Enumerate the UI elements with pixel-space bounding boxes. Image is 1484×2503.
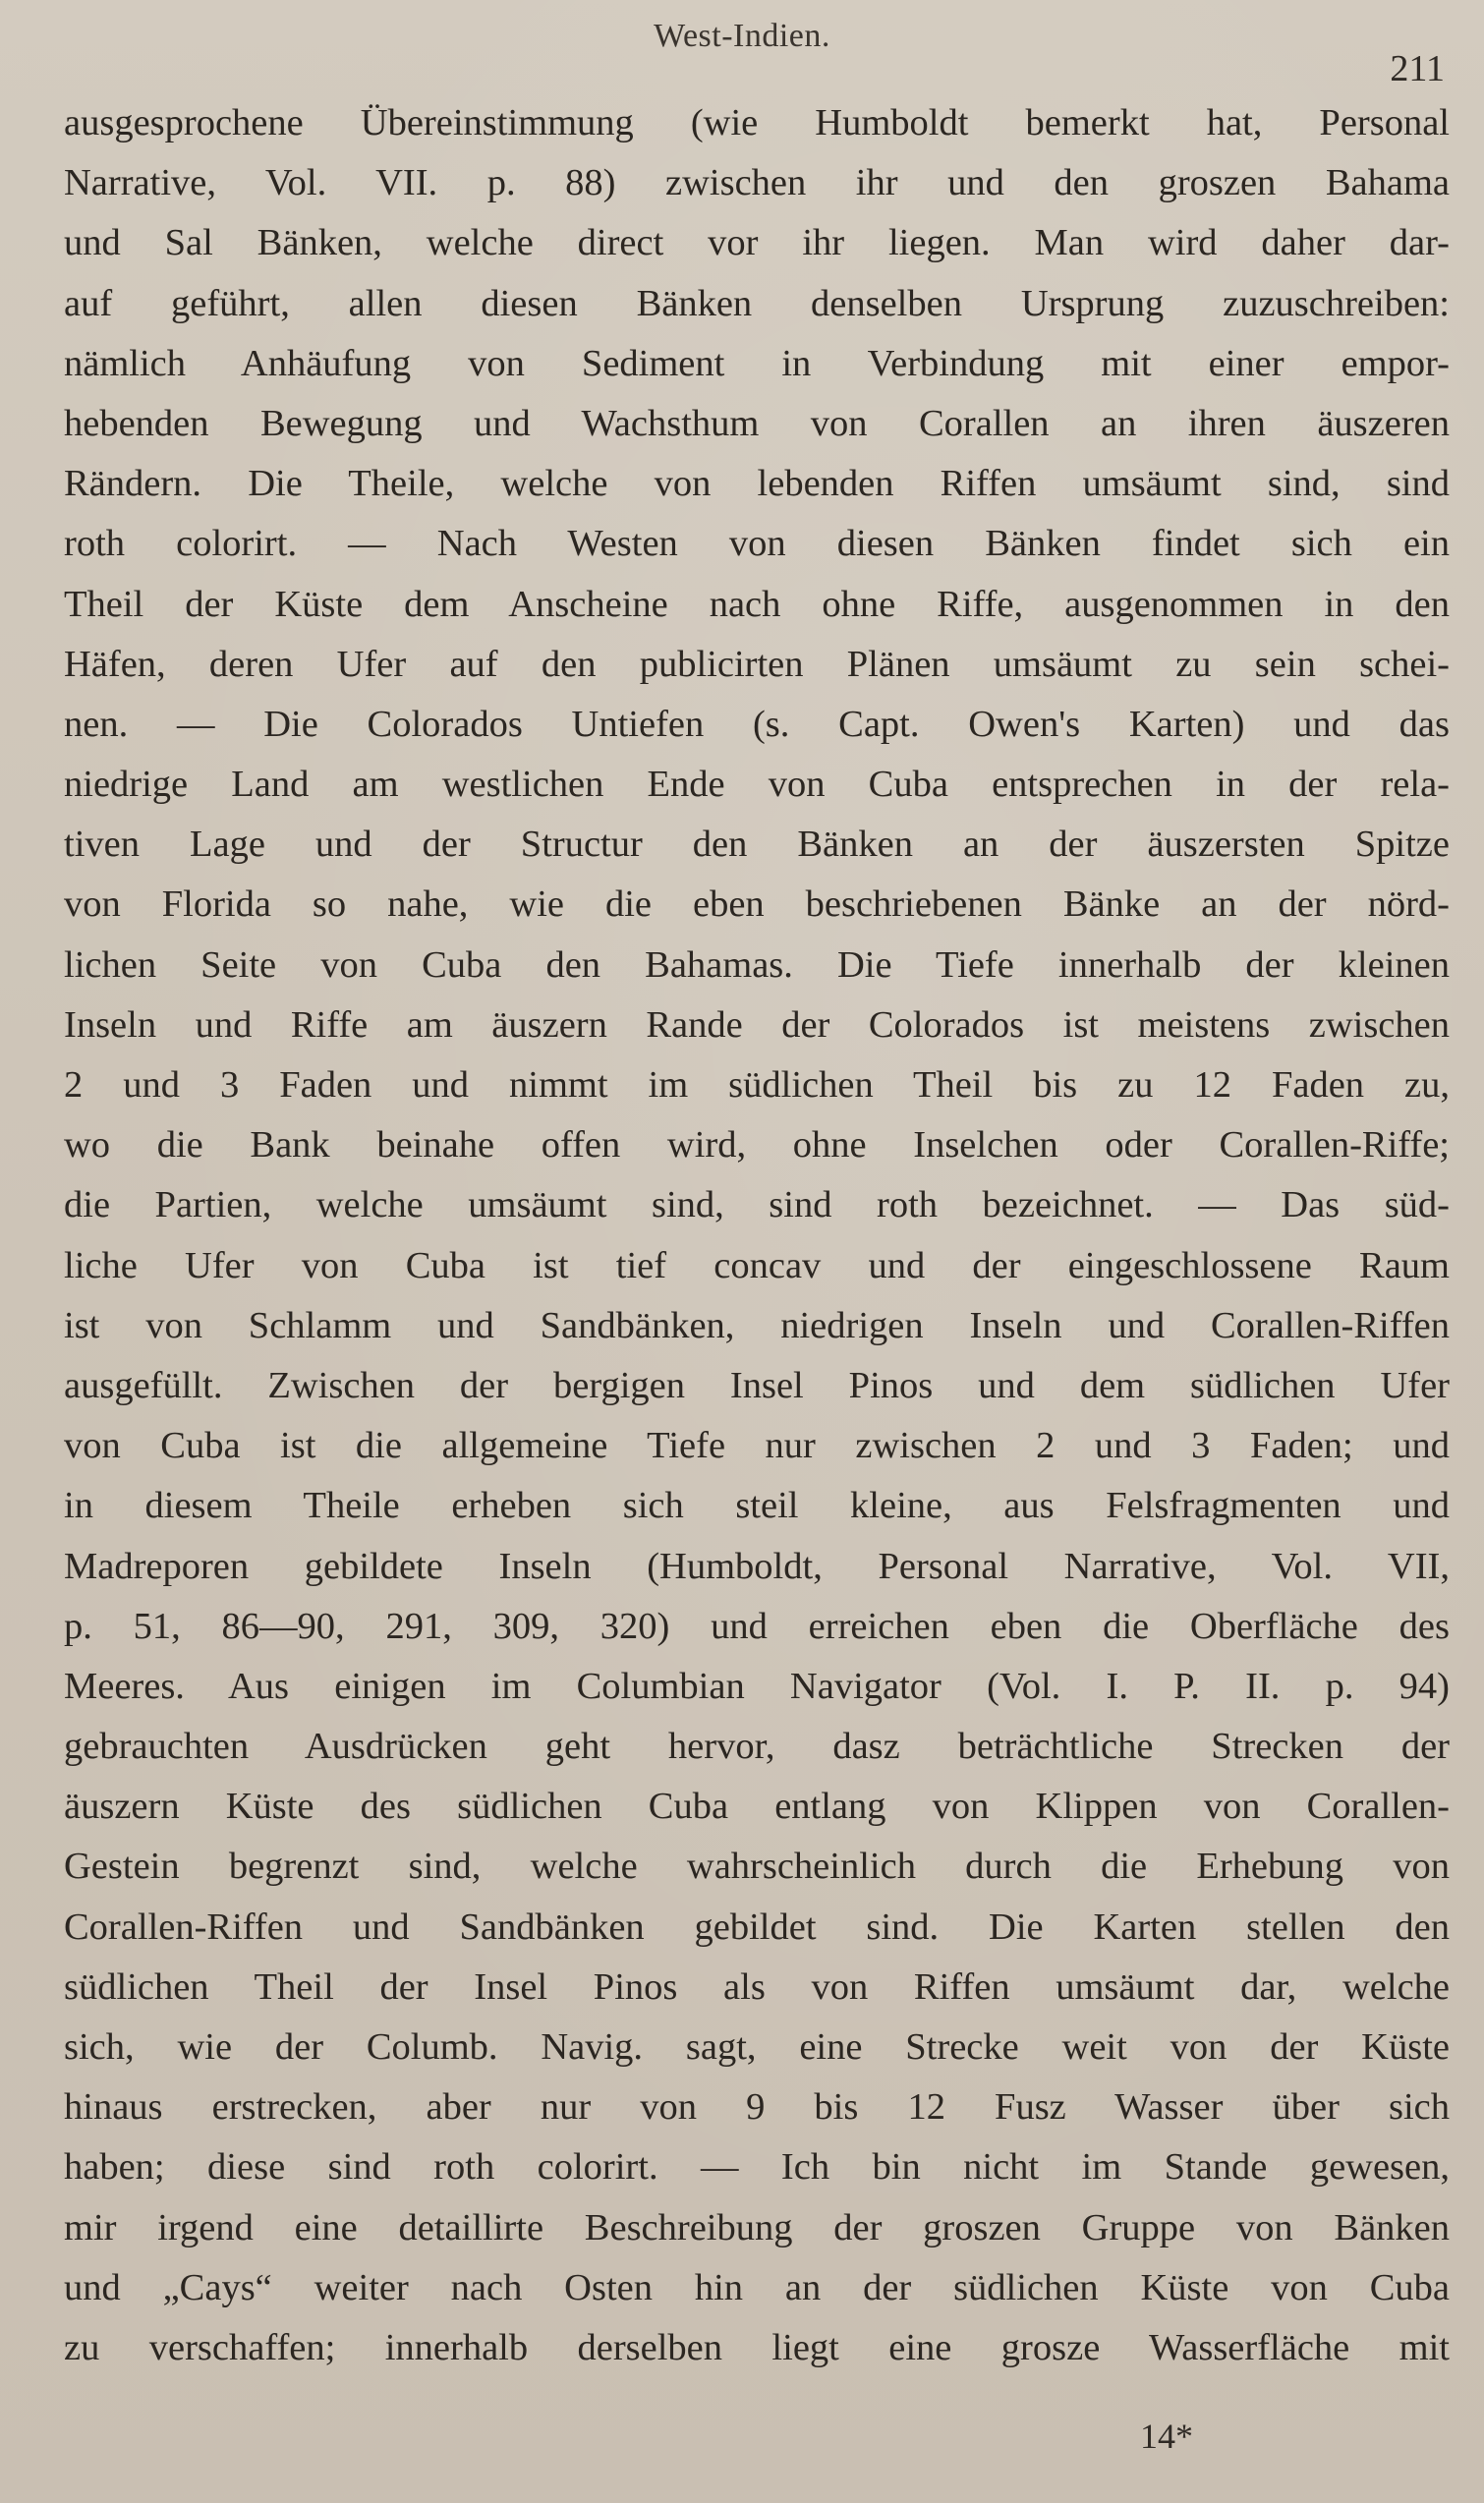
running-head: West-Indien. [654, 18, 830, 54]
text-line: Theil der Küste dem Anscheine nach ohne Riffe, ausgenommen in den [64, 583, 1450, 625]
signature-mark: 14* [1140, 2417, 1193, 2456]
text-line: wo die Bank beinahe offen wird, ohne Inselchen oder Corallen-Riffe; [64, 1124, 1450, 1166]
text-line: gebrauchten Ausdrücken geht hervor, dasz beträchtliche Strecken der [64, 1726, 1450, 1768]
text-line: nämlich Anhäufung von Sediment in Verbindung mit einer empor- [64, 342, 1450, 384]
text-line: nen. — Die Colorados Untiefen (s. Capt. Owen's Karten) und das [64, 703, 1450, 745]
text-line: hebenden Bewegung und Wachsthum von Corallen an ihren äuszeren [64, 402, 1450, 444]
text-line: roth colorirt. — Nach Westen von diesen Bänken findet sich ein [64, 523, 1450, 565]
text-line: und „Cays“ weiter nach Osten hin an der südlichen Küste von Cuba [64, 2266, 1450, 2308]
text-line: 2 und 3 Faden und nimmt im südlichen Theil bis zu 12 Faden zu, [64, 1064, 1450, 1106]
text-line: Gestein begrenzt sind, welche wahrscheinlich durch die Erhebung von [64, 1846, 1450, 1888]
text-line: lichen Seite von Cuba den Bahamas. Die Tiefe innerhalb der kleinen [64, 943, 1450, 986]
text-line: niedrige Land am westlichen Ende von Cuba entsprechen in der rela- [64, 764, 1450, 806]
text-line: die Partien, welche umsäumt sind, sind roth bezeichnet. — Das süd- [64, 1184, 1450, 1226]
text-line: Rändern. Die Theile, welche von lebenden Riffen umsäumt sind, sind [64, 463, 1450, 505]
text-line: mir irgend eine detaillirte Beschreibung der groszen Gruppe von Bänken [64, 2206, 1450, 2248]
text-line: äuszern Küste des südlichen Cuba entlang von Klippen von Corallen- [64, 1786, 1450, 1828]
text-line: ausgefüllt. Zwischen der bergigen Insel Pinos und dem südlichen Ufer [64, 1364, 1450, 1406]
text-line: haben; diese sind roth colorirt. — Ich bin nicht im Stande gewesen, [64, 2146, 1450, 2189]
text-line: von Florida so nahe, wie die eben beschriebenen Bänke an der nörd- [64, 883, 1450, 926]
text-line: Narrative, Vol. VII. p. 88) zwischen ihr und den groszen Bahama [64, 162, 1450, 204]
text-line: ausgesprochene Übereinstimmung (wie Humboldt bemerkt hat, Personal [64, 102, 1450, 143]
text-line: Meeres. Aus einigen im Columbian Navigator (Vol. I. P. II. p. 94) [64, 1665, 1450, 1707]
text-line: tiven Lage und der Structur den Bänken an der äuszersten Spitze [64, 824, 1450, 866]
text-line: in diesem Theile erheben sich steil kleine, aus Felsfragmenten und [64, 1485, 1450, 1527]
text-line: Madreporen gebildete Inseln (Humboldt, Personal Narrative, Vol. VII, [64, 1545, 1450, 1587]
text-line: liche Ufer von Cuba ist tief concav und der eingeschlossene Raum [64, 1244, 1450, 1286]
text-line: Häfen, deren Ufer auf den publicirten Plänen umsäumt zu sein schei- [64, 643, 1450, 685]
text-line: zu verschaffen; innerhalb derselben liegt eine grosze Wasserfläche mit [64, 2326, 1450, 2368]
text-line: Corallen-Riffen und Sandbänken gebildet sind. Die Karten stellen den [64, 1906, 1450, 1948]
text-line: Inseln und Riffe am äuszern Rande der Colorados ist meistens zwischen [64, 1003, 1450, 1046]
page-number: 211 [1390, 48, 1445, 89]
text-line: ist von Schlamm und Sandbänken, niedrigen Inseln und Corallen-Riffen [64, 1304, 1450, 1346]
text-line: hinaus erstrecken, aber nur von 9 bis 12 Fusz Wasser über sich [64, 2086, 1450, 2129]
text-line: südlichen Theil der Insel Pinos als von Riffen umsäumt dar, welche [64, 1965, 1450, 2008]
text-line: und Sal Bänken, welche direct vor ihr liegen. Man wird daher dar- [64, 222, 1450, 264]
text-line: p. 51, 86—90, 291, 309, 320) und erreichen eben die Oberfläche des [64, 1605, 1450, 1647]
text-line: von Cuba ist die allgemeine Tiefe nur zwischen 2 und 3 Faden; und [64, 1425, 1450, 1467]
body-text [64, 93, 1450, 2378]
text-line: auf geführt, allen diesen Bänken denselben Ursprung zuzuschreiben: [64, 282, 1450, 324]
text-line: sich, wie der Columb. Navig. sagt, eine Strecke weit von der Küste [64, 2026, 1450, 2068]
